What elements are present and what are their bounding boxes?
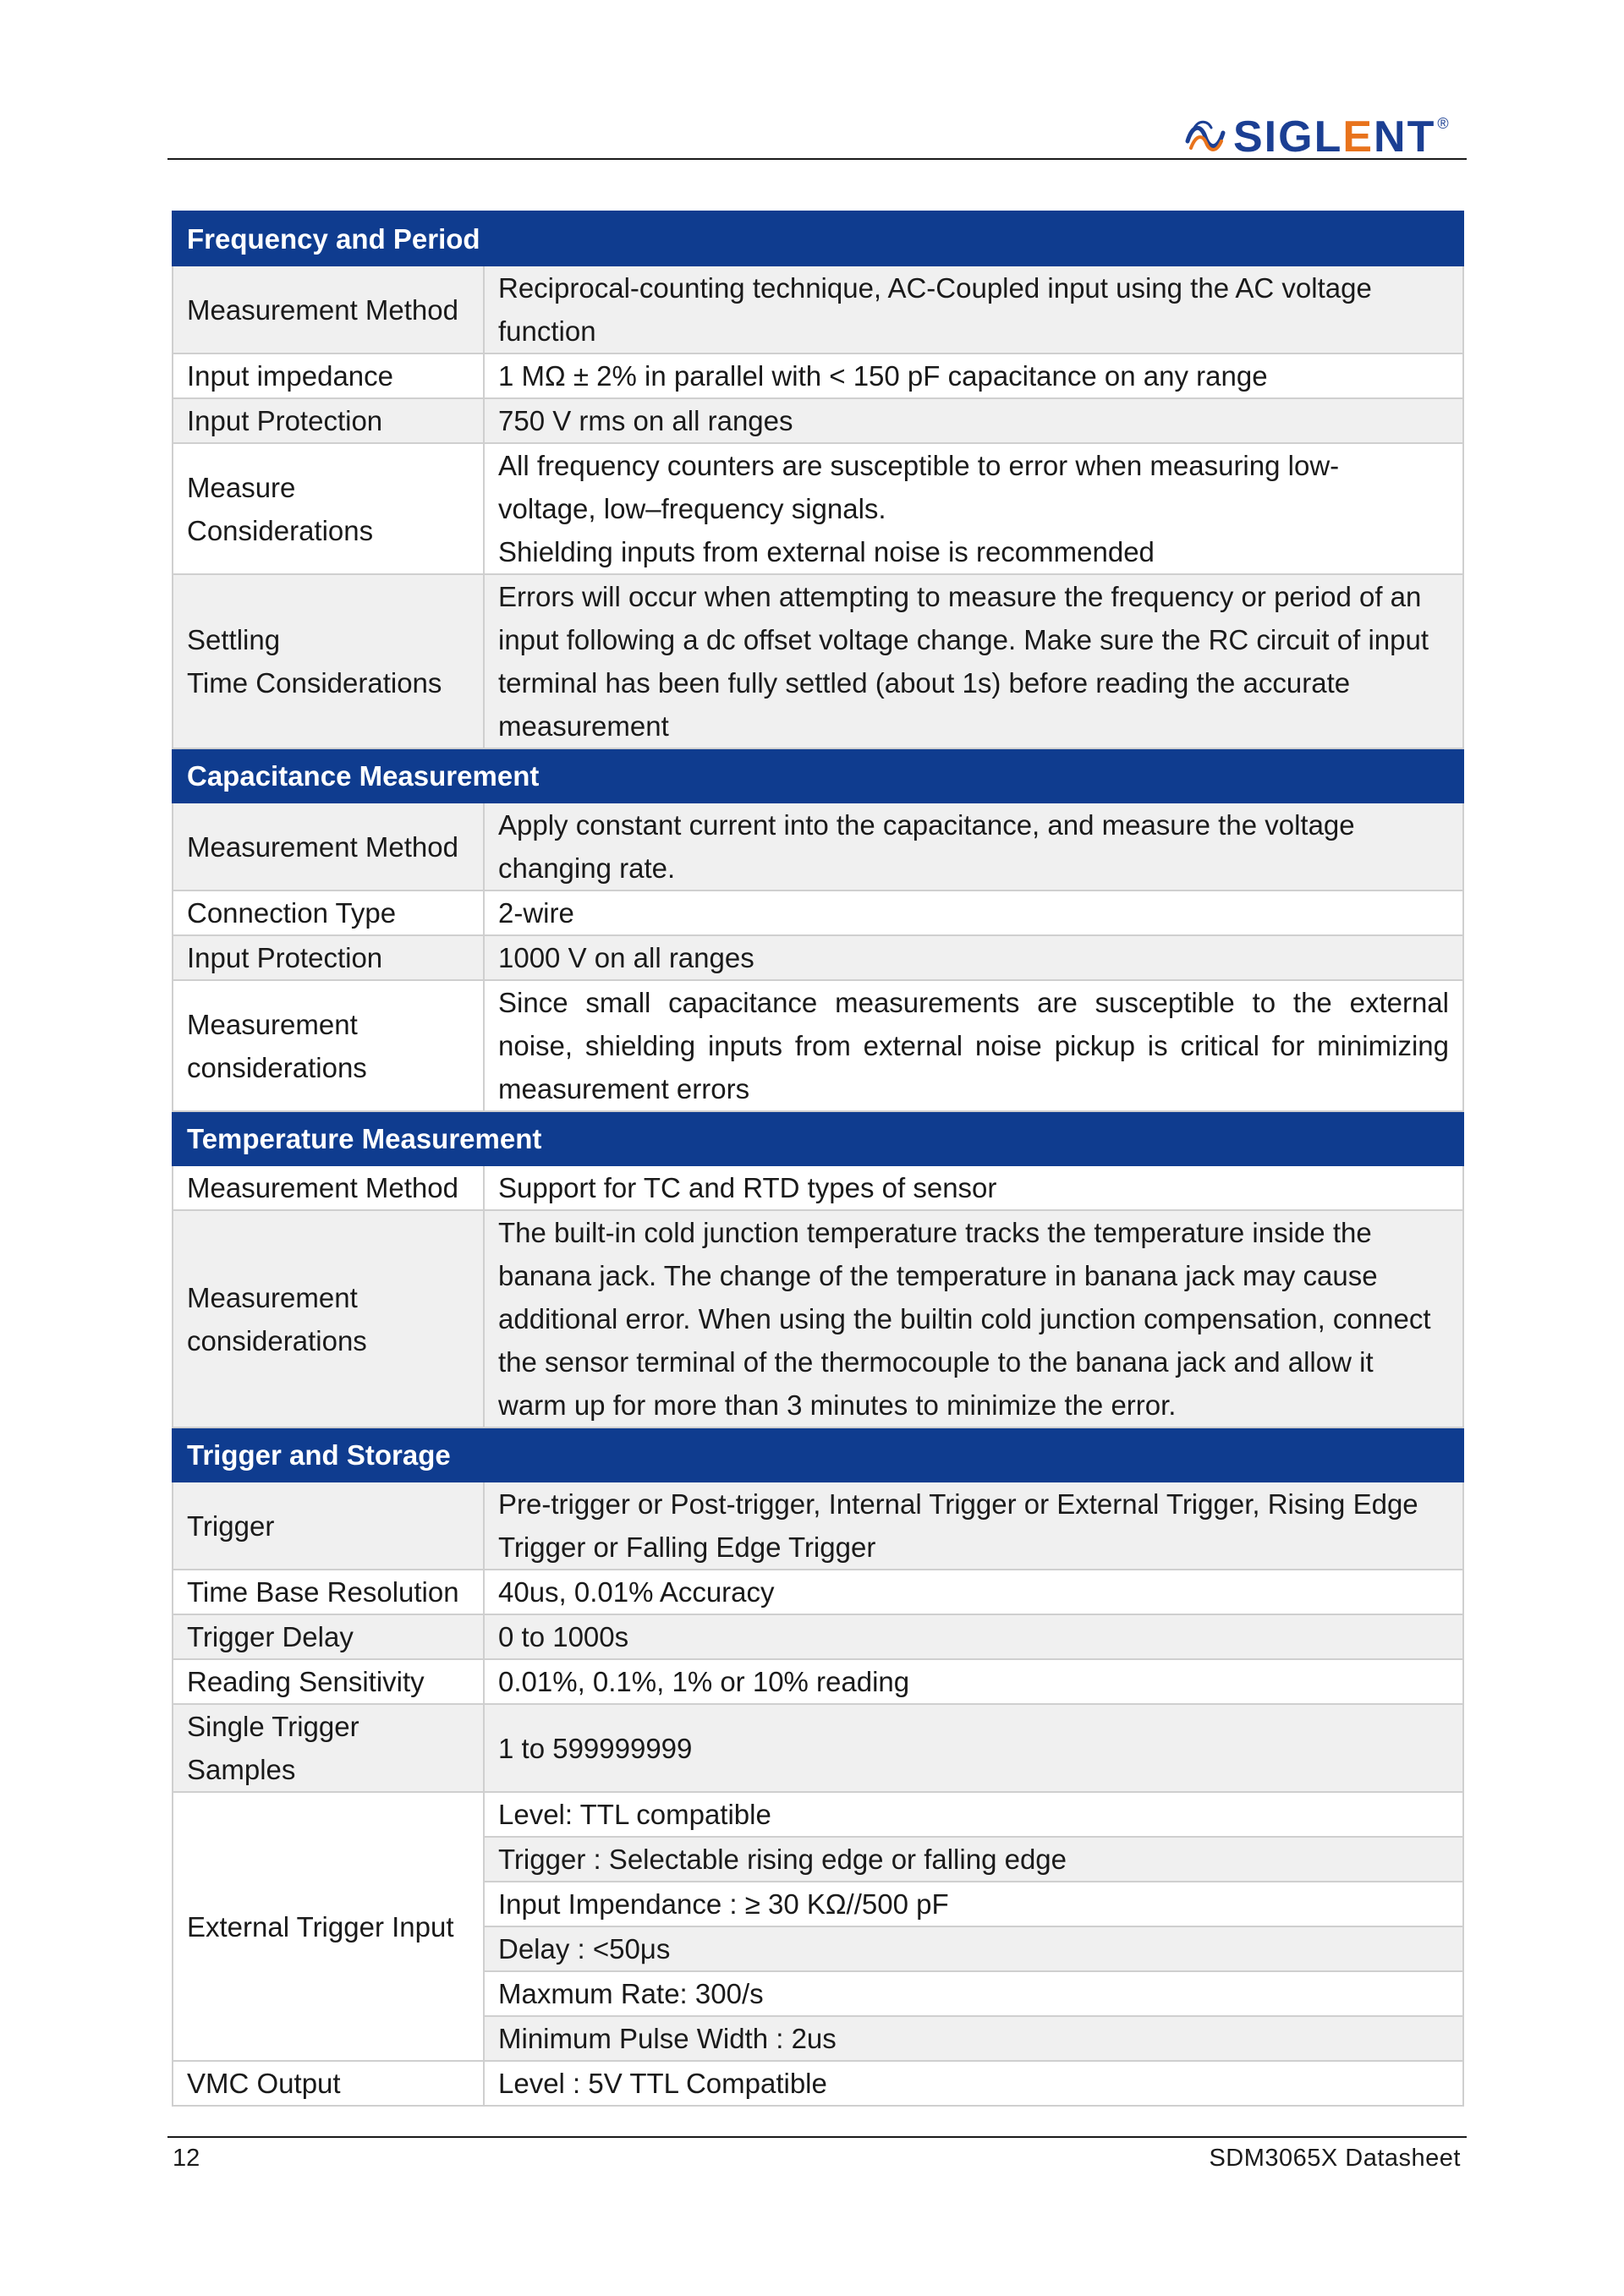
label-line: Single Trigger: [187, 1711, 359, 1742]
table-row: [173, 1614, 1463, 1659]
row-value: 1 MΩ ± 2% in parallel with < 150 pF capacitance on any range: [484, 353, 1463, 398]
section-title: Capacitance Measurement: [173, 748, 1463, 803]
row-label: Measurement Method: [173, 1165, 484, 1210]
value-line: All frequency counters are susceptible to error when measuring low-: [498, 450, 1340, 481]
section-header-frequency: [173, 211, 1463, 266]
row-label: VMC Output: [173, 2061, 484, 2106]
row-label: [173, 980, 484, 1111]
row-label: Trigger: [173, 1482, 484, 1570]
row-value: Minimum Pulse Width : 2us: [484, 2016, 1463, 2061]
row-value: Trigger : Selectable rising edge or falling edge: [484, 1837, 1463, 1882]
row-value: 1000 V on all ranges: [484, 935, 1463, 980]
row-label: Input impedance: [173, 353, 484, 398]
row-value: Errors will occur when attempting to measure the frequency or period of an input following a dc offset voltage change. Make sure the RC circuit of input terminal has been fully settled (about 1s) before reading the accurate measurement: [484, 574, 1463, 748]
table-row: [173, 574, 1463, 748]
row-label: [173, 1704, 484, 1792]
footer-divider: [167, 2136, 1467, 2138]
row-value: 0.01%, 0.1%, 1% or 10% reading: [484, 1659, 1463, 1704]
label-line: Time Considerations: [187, 667, 442, 699]
label-line: Samples: [187, 1754, 296, 1785]
table-row: [173, 890, 1463, 935]
row-value: 750 V rms on all ranges: [484, 398, 1463, 443]
brand-accent: E: [1342, 112, 1374, 162]
label-line: considerations: [187, 1324, 367, 1356]
page-number: 12: [173, 2145, 200, 2172]
row-value: The built-in cold junction temperature tracks the temperature inside the banana jack. The change of the temperature in banana jack may cause additional error. When using the builtin cold junction compensation, connect the sensor terminal of the thermocouple to the banana jack and allow it warm up for more than 3 minutes to minimize the error.: [484, 1210, 1463, 1427]
row-label: Measurement Method: [173, 266, 484, 353]
row-label: External Trigger Input: [173, 1792, 484, 2061]
row-label: Measurement Method: [173, 803, 484, 890]
brand-name: [1233, 112, 1436, 162]
siglent-wave-icon: [1182, 116, 1228, 158]
table-row: [173, 1659, 1463, 1704]
row-label: [173, 443, 484, 574]
table-row: [173, 935, 1463, 980]
label-line: Measure: [187, 471, 296, 503]
table-row: [173, 1792, 1463, 1837]
row-label: Connection Type: [173, 890, 484, 935]
table-row: [173, 803, 1463, 890]
section-header-temperature: [173, 1111, 1463, 1165]
document-title: SDM3065X Datasheet: [1209, 2145, 1461, 2172]
table-row: [173, 1482, 1463, 1570]
table-row: [173, 443, 1463, 574]
row-value: 1 to 599999999: [484, 1704, 1463, 1792]
siglent-logo: [1182, 113, 1470, 161]
row-label: [173, 574, 484, 748]
row-value: [484, 443, 1463, 574]
row-label: Input Protection: [173, 935, 484, 980]
row-value: 0 to 1000s: [484, 1614, 1463, 1659]
table-row: [173, 353, 1463, 398]
row-value: Reciprocal-counting technique, AC-Coupled input using the AC voltage function: [484, 266, 1463, 353]
table-row: [173, 1210, 1463, 1427]
value-line: Shielding inputs from external noise is recommended: [498, 536, 1155, 567]
table-row: [173, 1704, 1463, 1792]
table-row: [173, 1165, 1463, 1210]
row-value: 40us, 0.01% Accuracy: [484, 1570, 1463, 1614]
label-line: Settling: [187, 624, 281, 655]
section-title: Temperature Measurement: [173, 1111, 1463, 1165]
label-line: Measurement: [187, 1281, 358, 1313]
row-label: [173, 1210, 484, 1427]
value-line: voltage, low–frequency signals.: [498, 493, 886, 524]
row-value: Since small capacitance measurements are susceptible to the external noise, shielding inputs from external noise pickup is critical for minimizing measurement errors: [484, 980, 1463, 1111]
label-line: considerations: [187, 1051, 367, 1083]
row-label: Input Protection: [173, 398, 484, 443]
table-row: [173, 980, 1463, 1111]
registered-mark: ®: [1437, 115, 1449, 132]
brand-suffix: NT: [1374, 112, 1436, 162]
section-header-trigger: [173, 1427, 1463, 1482]
table-row: [173, 398, 1463, 443]
table-row: [173, 266, 1463, 353]
row-label: Trigger Delay: [173, 1614, 484, 1659]
section-title: Frequency and Period: [173, 211, 1463, 266]
row-label: Reading Sensitivity: [173, 1659, 484, 1704]
spec-table: [172, 211, 1464, 2107]
row-value: Level: TTL compatible: [484, 1792, 1463, 1837]
row-value: Level : 5V TTL Compatible: [484, 2061, 1463, 2106]
header-divider: [167, 158, 1467, 160]
row-value: Support for TC and RTD types of sensor: [484, 1165, 1463, 1210]
section-header-capacitance: [173, 748, 1463, 803]
table-row: [173, 2061, 1463, 2106]
section-title: Trigger and Storage: [173, 1427, 1463, 1482]
row-value: Delay : <50μs: [484, 1926, 1463, 1971]
label-line: Considerations: [187, 514, 374, 546]
brand-prefix: SIGL: [1233, 112, 1343, 162]
table-row: [173, 1570, 1463, 1614]
row-value: Pre-trigger or Post-trigger, Internal Trigger or External Trigger, Rising Edge Trigger or Falling Edge Trigger: [484, 1482, 1463, 1570]
row-value: Maxmum Rate: 300/s: [484, 1971, 1463, 2016]
row-value: 2-wire: [484, 890, 1463, 935]
row-label: Time Base Resolution: [173, 1570, 484, 1614]
row-value: Input Impendance : ≥ 30 KΩ//500 pF: [484, 1882, 1463, 1926]
label-line: Measurement: [187, 1008, 358, 1040]
row-value: Apply constant current into the capacitance, and measure the voltage changing rate.: [484, 803, 1463, 890]
